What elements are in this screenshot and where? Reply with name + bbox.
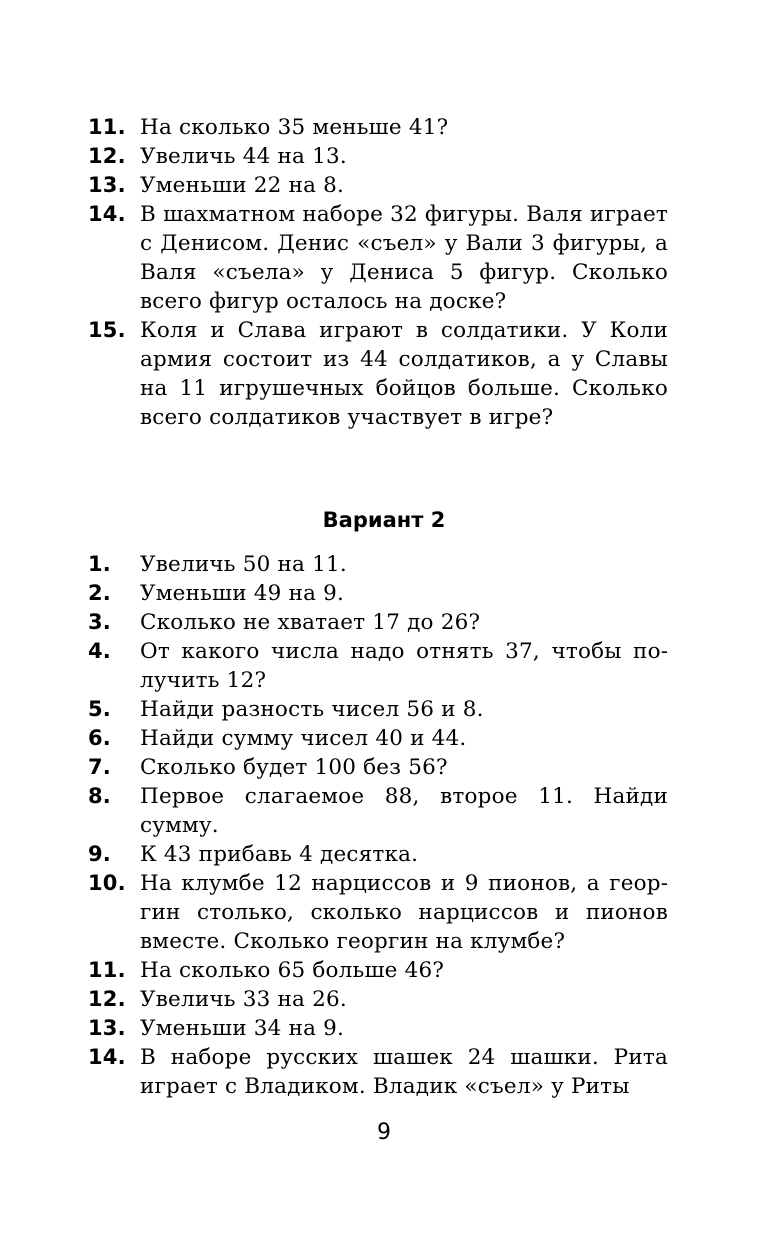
problem-item [88, 142, 668, 171]
problem-item [88, 579, 668, 608]
problem-item [88, 550, 668, 579]
problem-text: На клумбе 12 нарциссов и 9 пионов, а георгин столько, сколько нарциссов и пионов вместе. Сколько георгин на клумбе? [140, 871, 668, 954]
problem-text: Найди сумму чисел 40 и 44. [140, 726, 467, 751]
problem-text: Увеличь 50 на 11. [140, 552, 347, 577]
problem-item [88, 316, 668, 432]
problem-text: Сколько будет 100 без 56? [140, 755, 448, 780]
problem-item [88, 608, 668, 637]
problem-text: К 43 прибавь 4 десятка. [140, 842, 419, 867]
problem-number: 6. [88, 726, 111, 750]
problem-number: 14. [88, 202, 126, 226]
problem-number: 13. [88, 173, 126, 197]
problem-item [88, 869, 668, 956]
variant-heading: Вариант 2 [322, 508, 446, 532]
problem-number: 3. [88, 610, 111, 634]
problem-text: В наборе русских шашек 24 шашки. Рита играет с Владиком. Владик «съел» у Риты [140, 1045, 668, 1099]
problem-item [88, 1043, 668, 1101]
problem-item [88, 200, 668, 316]
problem-item [88, 1014, 668, 1043]
problem-number: 12. [88, 987, 126, 1011]
page-number: 9 [377, 1120, 391, 1145]
problem-item [88, 956, 668, 985]
problem-item [88, 753, 668, 782]
problem-text: Коля и Слава играют в солдатики. У Коли армия состоит из 44 солдатиков, а у Славы на 11 игрушечных бойцов больше. Сколько всего солдатиков участвует в игре? [140, 318, 668, 430]
problem-text: От какого числа надо отнять 37, чтобы получить 12? [140, 639, 668, 693]
problem-number: 4. [88, 639, 111, 663]
problem-number: 11. [88, 958, 126, 982]
problem-item [88, 171, 668, 200]
problem-number: 10. [88, 871, 126, 895]
problem-number: 11. [88, 115, 126, 139]
problem-number: 15. [88, 318, 126, 342]
problem-number: 1. [88, 552, 111, 576]
problem-text: Увеличь 33 на 26. [140, 987, 347, 1012]
problem-item [88, 695, 668, 724]
problem-text: Первое слагаемое 88, второе 11. Найди сумму. [140, 784, 668, 838]
problem-text: Уменьши 22 на 8. [140, 173, 345, 198]
problem-number: 9. [88, 842, 111, 866]
problem-text: В шахматном наборе 32 фигуры. Валя играет с Денисом. Денис «съел» у Вали 3 фигуры, а Валя «съела» у Дениса 5 фигур. Сколько всего фигур осталось на доске? [140, 202, 668, 314]
problem-text: На сколько 35 меньше 41? [140, 115, 449, 140]
problem-number: 8. [88, 784, 111, 808]
problem-number: 13. [88, 1016, 126, 1040]
problem-text: Сколько не хватает 17 до 26? [140, 610, 481, 635]
problem-number: 12. [88, 144, 126, 168]
problem-item [88, 782, 668, 840]
problem-item [88, 113, 668, 142]
problem-text: На сколько 65 больше 46? [140, 958, 445, 983]
problem-item [88, 724, 668, 753]
continued-problem-list [88, 113, 668, 432]
problem-number: 7. [88, 755, 111, 779]
problem-text: Увеличь 44 на 13. [140, 144, 347, 169]
problem-text: Уменьши 49 на 9. [140, 581, 345, 606]
problem-number: 14. [88, 1045, 126, 1069]
problem-item [88, 985, 668, 1014]
problem-item [88, 637, 668, 695]
problem-number: 5. [88, 697, 111, 721]
problem-text: Найди разность чисел 56 и 8. [140, 697, 484, 722]
variant-problem-list [88, 550, 668, 1101]
problem-number: 2. [88, 581, 111, 605]
problem-text: Уменьши 34 на 9. [140, 1016, 345, 1041]
problem-item [88, 840, 668, 869]
